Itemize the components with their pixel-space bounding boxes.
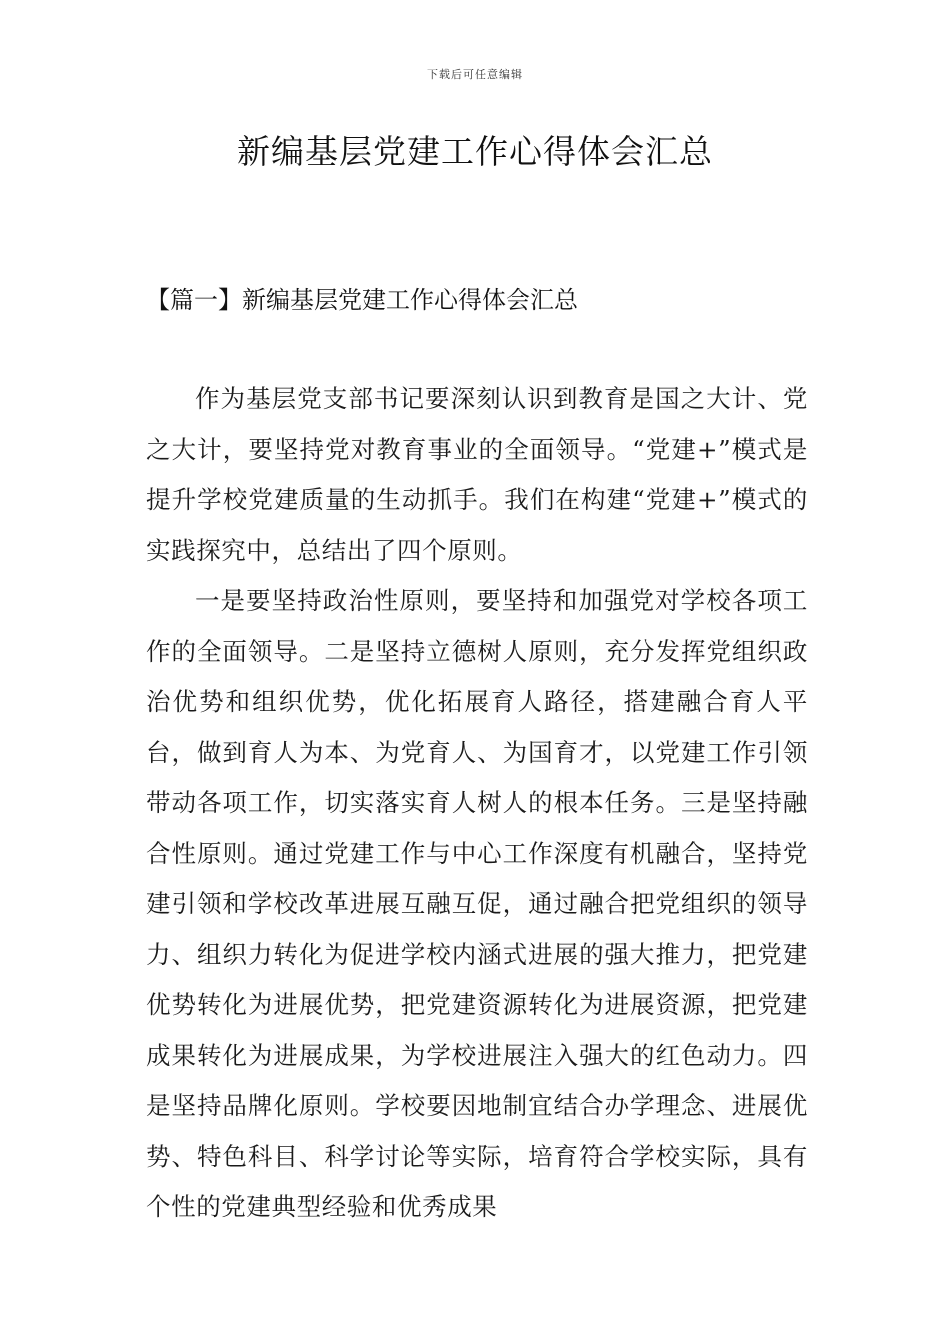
paragraph-principles: 一是要坚持政治性原则，要坚持和加强党对学校各项工作的全面领导。二是坚持立德树人原则，充分发挥党组织政治优势和组织优势，优化拓展育人路径，搭建融合育人平台，做到育人为本、为党育人、为国育才，以党建工作引领带动各项工作，切实落实育人树人的根本任务。三是坚持融合性原则。通过党建工作与中心工作深度有机融合，坚持党建引领和学校改革进展互融互促，通过融合把党组织的领导力、组织力转化为促进学校内涵式进展的强大推力，把党建优势转化为进展优势，把党建资源转化为进展资源，把党建成果转化为进展成果，为学校进展注入强大的红色动力。四是坚持品牌化原则。学校要因地制宜结合办学理念、进展优势、特色科目、科学讨论等实际，培育符合学校实际，具有个性的党建典型经验和优秀成果 <box>146 586 808 1221</box>
body-text <box>146 374 808 1233</box>
paragraph-intro: 作为基层党支部书记要深刻认识到教育是国之大计、党之大计，要坚持党对教育事业的全面领导。“党建+”模式是提升学校党建质量的生动抓手。我们在构建“党建+”模式的实践探究中，总结出了四个原则。 <box>146 384 808 565</box>
section-heading: 【篇一】新编基层党建工作心得体会汇总 <box>146 286 578 314</box>
header-note: 下载后可任意编辑 <box>427 68 523 81</box>
document-title: 新编基层党建工作心得体会汇总 <box>237 132 713 171</box>
